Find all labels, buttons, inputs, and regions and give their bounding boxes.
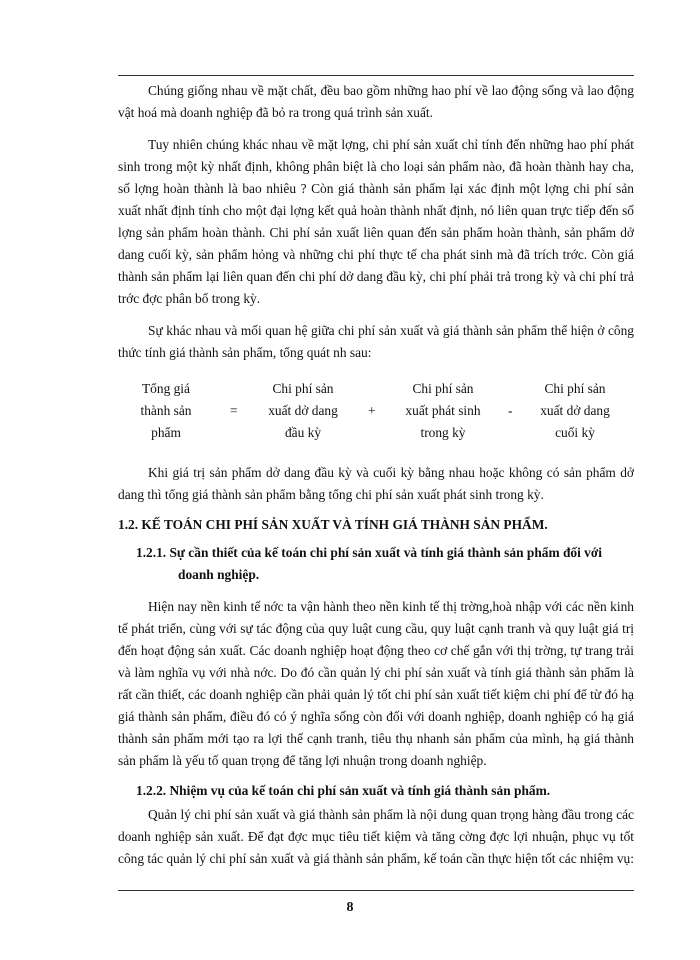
page-number: 8 <box>346 900 354 915</box>
heading-1-2-2: 1.2.2. Nhiệm vụ của kế toán chi phí sản xuất và tính giá thành sản phẩm. <box>136 783 551 798</box>
formula-minus: - <box>508 403 513 418</box>
paragraph-equal-wip: Khi giá trị sản phẩm dở dang đầu kỳ và cuối kỳ bằng nhau hoặc không có sản phẩm dở dang thì tổng giá thành sản phẩm bằng tổng chi phí sản xuất phát sinh trong kỳ. <box>118 465 634 502</box>
header-rule <box>118 75 634 76</box>
paragraph-similarity: Chúng giống nhau về mặt chất, đều bao gồm những hao phí về lao động sống và lao động vật hoá mà doanh nghiệp đã bỏ ra trong quá trình sản xuất. <box>118 83 634 120</box>
formula-plus: + <box>368 403 376 418</box>
formula-term-total-cost: Tổng giá thành sản phẩm <box>140 381 192 440</box>
paragraph-necessity: Hiện nay nền kinh tế nớc ta vận hành theo nền kinh tế thị trờng,hoà nhập với các nền kinh tế phát triển, cùng với sự tác động của quy luật cung cầu, quy luật cạnh tranh và quy luật giá trị đến hoạt động sản xuất. Các doanh nghiệp hoạt động theo cơ chế gắn với thị trờng, tự trang trải và làm nghĩa vụ với nhà nớc. Do đó cần quản lý chi phí sản xuất và tính giá thành sản phẩm là rất cần thiết, các doanh nghiệp cần phải quản lý tốt chi phí sản xuất tiết kiệm chi phí để từ đó hạ giá thành sản phẩm, điều đó có ý nghĩa sống còn đối với doanh nghiệp, doanh nghiệp có hạ giá thành sản phẩm mới tạo ra lợi thế cạnh tranh, tiêu thụ nhanh sản phẩm của mình, hạ giá thành sản phẩm là yếu tố quan trọng để tăng lợi nhuận trong doanh nghiệp. <box>118 599 634 768</box>
paragraph-formula-intro: Sự khác nhau và mối quan hệ giữa chi phí sản xuất và giá thành sản phẩm thể hiện ở công thức tính giá thành sản phẩm, tổng quát nh sau: <box>118 323 634 360</box>
paragraph-tasks: Quản lý chi phí sản xuất và giá thành sản phẩm là nội dung quan trọng hàng đầu trong các doanh nghiệp sản xuất. Để đạt đợc mục tiêu tiết kiệm và tăng cờng đợc lợi nhuận, phục vụ tốt công tác quản lý chi phí sản xuất và giá thành sản phẩm, kế toán cần thực hiện tốt các nhiệm vụ: <box>118 807 634 866</box>
formula-equals: = <box>230 403 238 418</box>
heading-1-2-1: 1.2.1. Sự cần thiết của kế toán chi phí sản xuất và tính giá thành sản phẩm đối với doanh nghiệp. <box>136 545 602 582</box>
heading-1-2: 1.2. KẾ TOÁN CHI PHÍ SẢN XUẤT VÀ TÍNH GIÁ THÀNH SẢN PHẨM. <box>118 517 548 532</box>
formula-term-opening-wip: Chi phí sản xuất dở dang đầu kỳ <box>268 381 338 440</box>
formula-term-closing-wip: Chi phí sản xuất dở dang cuối kỳ <box>540 381 610 440</box>
formula-term-period-cost: Chi phí sản xuất phát sinh trong kỳ <box>405 381 481 440</box>
paragraph-difference: Tuy nhiên chúng khác nhau về mặt lợng, chi phí sản xuất chỉ tính đến những hao phí phát sinh trong một kỳ nhất định, không phân biệt là cho loại sản phẩm nào, đã hoàn thành hay cha, số lợng hoàn thành là bao nhiêu ? Còn giá thành sản phẩm lại xác định một lợng chi phí sản xuất nhất định tính cho một đại lợng kết quả hoàn thành nhất định, nó liên quan trực tiếp đến số lợng sản phẩm hoàn thành. Chi phí sản xuất liên quan đến sản phẩm hoàn thành, sản phẩm dở dang cuối kỳ, sản phẩm hỏng và những chi phí thực tế cha phát sinh mà đã trích trớc. Còn giá thành sản phẩm lại liên quan đến chi phí dở dang đầu kỳ, chi phí phải trả trong kỳ và chi phí trả trớc đợc phân bổ trong kỳ. <box>118 137 634 306</box>
page-body <box>118 80 634 870</box>
cost-formula <box>118 378 634 448</box>
footer-rule <box>118 890 634 891</box>
